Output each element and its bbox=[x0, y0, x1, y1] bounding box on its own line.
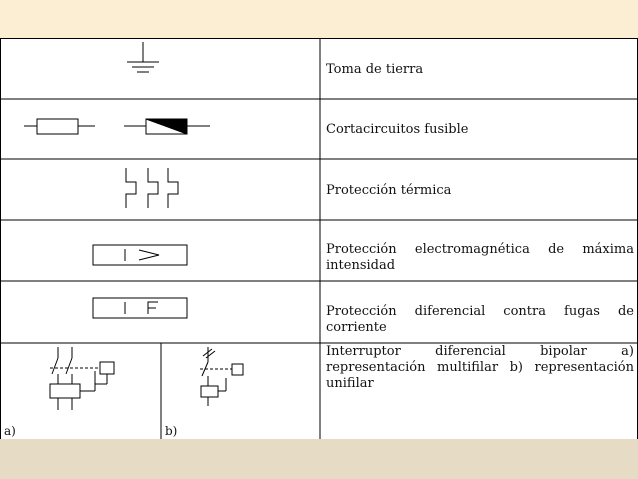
magnetic-protection-icon bbox=[93, 245, 187, 265]
symbols-table bbox=[0, 38, 638, 439]
row-6-description: Interruptor diferencial bipolar a) representación multifilar b) representación unifilar bbox=[326, 344, 634, 391]
row-4-description: Protección electromagnética de máxima intensidad bbox=[326, 242, 634, 273]
top-decorative-band bbox=[0, 0, 638, 38]
label-b: b) bbox=[165, 424, 178, 438]
row-3-description: Protección térmica bbox=[326, 183, 452, 198]
fuse-blackened-icon bbox=[124, 119, 210, 134]
thermal-relay-icon bbox=[126, 168, 178, 208]
differential-switch-unifilar-icon bbox=[200, 347, 243, 406]
ground-icon bbox=[127, 42, 159, 72]
row-1-description: Toma de tierra bbox=[326, 62, 424, 77]
differential-protection-icon bbox=[93, 298, 187, 318]
bottom-decorative-band bbox=[0, 439, 638, 479]
row-2-description: Cortacircuitos fusible bbox=[326, 122, 469, 137]
differential-switch-multifilar-icon bbox=[50, 347, 114, 410]
label-a: a) bbox=[4, 424, 16, 438]
fuse-icon bbox=[24, 119, 95, 134]
row-5-description: Protección diferencial contra fugas de corriente bbox=[326, 304, 634, 335]
